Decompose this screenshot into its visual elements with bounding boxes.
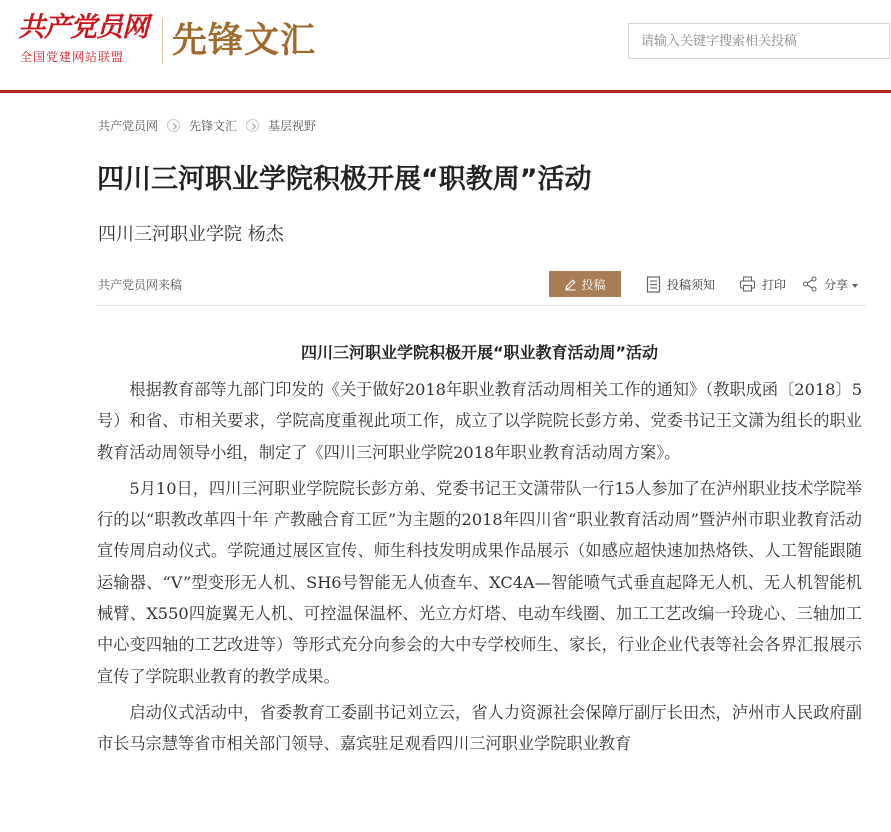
pencil-icon [564,278,577,291]
search-input[interactable] [629,24,891,58]
submission-notice-label: 投稿须知 [667,277,716,292]
header-divider [0,90,891,93]
printer-icon [739,276,756,292]
breadcrumb [98,117,316,134]
body-paragraph: 5月10日，四川三河职业学院院长彭方弟、党委书记王文潇带队一行15人参加了在泸州职业技术学院举行的以“职教改革四十年 产教融合育工匠”为主题的2018年四川省“职业教育活动周”暨泸州市职业教育活动宣传周启动仪式。学院通过展区宣传、师生科技发明成果作品展示（如感应超快速加热烙铁、人工智能跟随运输器、“V”型变形无人机、SH6号智能无人侦查车、XC4A—智能喷气式垂直起降无人机、无人机智能机械臂、X550四旋翼无人机、可控温保温杯、光立方灯塔、电动车线圈、加工工艺改编一玲珑心、三轴加工中心变四轴的工艺改进等）等形式充分向参会的大中专学校师生、家长，行业企业代表等社会各界汇报展示宣传了学院职业教育的教学成果。 [97,478,862,686]
article-body [97,336,862,765]
breadcrumb-section[interactable]: 先锋文汇 [189,119,238,133]
print-button[interactable] [739,274,786,294]
site-logo[interactable]: 共产党员网 [18,12,148,43]
breadcrumb-home[interactable]: 共产党员网 [98,119,159,133]
meta-divider [97,305,866,306]
chevron-right-icon [246,119,259,132]
article-byline: 四川三河职业学院 杨杰 [98,224,284,245]
section-title[interactable]: 先锋文汇 [172,21,317,61]
document-icon [646,276,661,293]
breadcrumb-category[interactable]: 基层视野 [268,119,317,133]
body-paragraph: 启动仪式活动中，省委教育工委副书记刘立云，省人力资源社会保障厅副厅长田杰，泸州市人民政府副市长马宗慧等省市相关部门领导、嘉宾驻足观看四川三河职业学院职业教育 [97,702,862,754]
print-label: 打印 [762,277,787,292]
logo-divider [162,18,163,64]
body-paragraph: 根据教育部等九部门印发的《关于做好2018年职业教育活动周相关工作的通知》（教职成函〔2018〕5号）和省、市相关要求，学院高度重视此项工作，成立了以学院院长彭方弟、党委书记王文潇为组长的职业教育活动周领导小组，制定了《四川三河职业学院2018年职业教育活动周方案》。 [97,380,862,462]
submit-button[interactable] [549,271,621,297]
article-source: 共产党员网来稿 [98,278,183,292]
site-logo-subtitle: 全国党建网站联盟 [20,50,125,64]
chevron-right-icon [167,119,180,132]
share-button[interactable] [802,274,858,294]
search-box[interactable] [628,23,890,59]
submit-label: 投稿 [581,277,606,292]
site-header [0,0,891,90]
body-heading: 四川三河职业学院积极开展“职业教育活动周”活动 [300,343,659,362]
share-label: 分享 [824,277,849,292]
share-icon [802,276,818,292]
article-title: 四川三河职业学院积极开展“职教周”活动 [97,164,592,195]
caret-down-icon [852,284,858,288]
submission-notice-link[interactable] [646,274,715,294]
